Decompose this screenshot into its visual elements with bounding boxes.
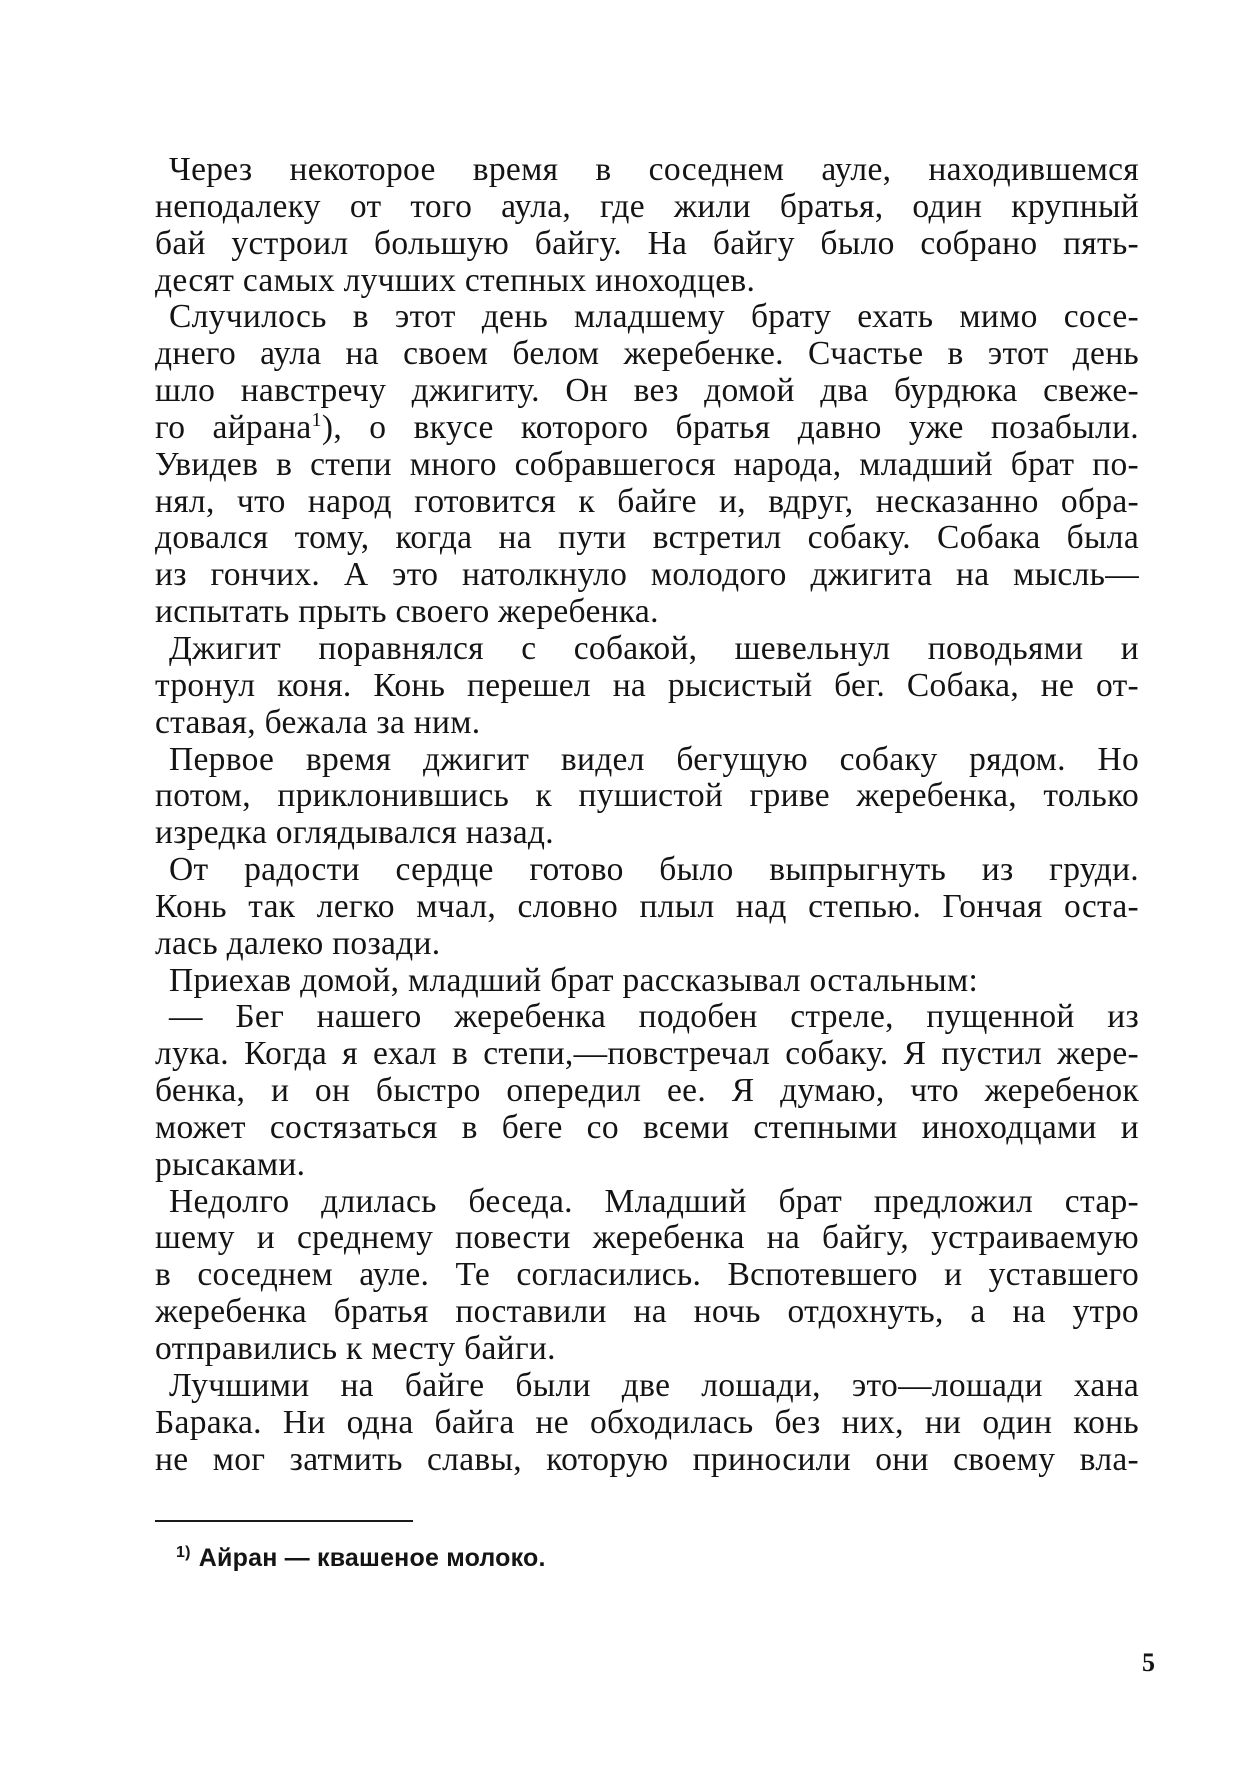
text-line: лука. Когда я ехал в степи,—повстречал собаку. Я пустил жере- <box>155 1035 1139 1073</box>
text-line: потом, приклонившись к пушистой гриве жеребенка, только <box>155 777 1139 815</box>
text-line: из гончих. А это натолкнуло молодого джигита на мысль— <box>155 556 1139 594</box>
text-line: бай устроил большую байгу. На байгу было собрано пять- <box>155 224 1139 262</box>
footnote-marker: 1) <box>176 1544 191 1561</box>
text-line: От радости сердце готово было выпрыгнуть из груди. <box>169 851 1139 889</box>
text-line: неподалеку от того аула, где жили братья, один крупный <box>155 187 1139 225</box>
text-line: шему и среднему повести жеребенка на байгу, устраиваемую <box>155 1219 1139 1257</box>
text-line: ставая, бежала за ним. <box>155 703 481 741</box>
text-line: шло навстречу джигиту. Он вез домой два бурдюка свеже- <box>155 372 1139 410</box>
text-line: Через некоторое время в соседнем ауле, находившемся <box>169 151 1139 188</box>
text-line: в соседнем ауле. Те согласились. Вспотевшего и уставшего <box>155 1256 1139 1294</box>
text-line: Первое время джигит видел бегущую собаку рядом. Но <box>169 740 1139 778</box>
text-line-with-footnote-ref <box>155 410 1139 447</box>
text-line: нял, что народ готовится к байге и, вдруг, несказанно обра- <box>155 482 1139 520</box>
text-line: Конь так легко мчал, словно плыл над степью. Гончая оста- <box>155 887 1139 925</box>
text-line: рысаками. <box>155 1145 306 1183</box>
text-line: днего аула на своем белом жеребенке. Счастье в этот день <box>155 335 1139 373</box>
text-line: Недолго длилась беседа. Младший брат предложил стар- <box>169 1182 1139 1220</box>
text-line: Случилось в этот день младшему брату ехать мимо сосе- <box>169 298 1139 336</box>
footnote-reference: 1 <box>311 408 322 431</box>
text-line: изредка оглядывался назад. <box>155 814 554 852</box>
footnote-divider <box>155 1520 413 1522</box>
text-fragment: го айрана <box>155 408 312 446</box>
text-line: Увидев в степи много собравшегося народа, младший брат по- <box>155 445 1139 483</box>
text-fragment: ), о вкусе которого братья давно уже позабыли. <box>321 408 1139 446</box>
footnote-text: Айран — квашеное молоко. <box>198 1544 546 1572</box>
footnote <box>176 1544 546 1573</box>
text-line: жеребенка братья поставили на ночь отдохнуть, а на утро <box>155 1293 1139 1331</box>
text-line: — Бег нашего жеребенка подобен стреле, пущенной из <box>169 998 1139 1036</box>
page-number: 5 <box>1142 1648 1155 1677</box>
text-line: лась далеко позади. <box>155 924 441 962</box>
text-line: не мог затмить славы, которую приносили они своему вла- <box>155 1440 1139 1478</box>
text-line: десят самых лучших степных иноходцев. <box>155 261 756 299</box>
text-line: испытать прыть своего жеребенка. <box>155 593 659 631</box>
text-line: может состязаться в беге со всеми степными иноходцами и <box>155 1108 1139 1146</box>
text-line: тронул коня. Конь перешел на рысистый бег. Собака, не от- <box>155 666 1139 704</box>
text-line: бенка, и он быстро опередил ее. Я думаю, что жеребенок <box>155 1072 1139 1110</box>
main-text <box>155 152 1139 1478</box>
text-line: Барака. Ни одна байга не обходилась без них, ни один конь <box>155 1403 1139 1441</box>
text-line: Приехав домой, младший брат рассказывал остальным: <box>169 961 979 999</box>
text-line: довался тому, когда на пути встретил собаку. Собака была <box>155 519 1139 557</box>
text-line: Лучшими на байге были две лошади, это—лошади хана <box>169 1366 1139 1404</box>
text-line: отправились к месту байги. <box>155 1330 556 1367</box>
text-line: Джигит поравнялся с собакой, шевельнул поводьями и <box>169 629 1139 667</box>
